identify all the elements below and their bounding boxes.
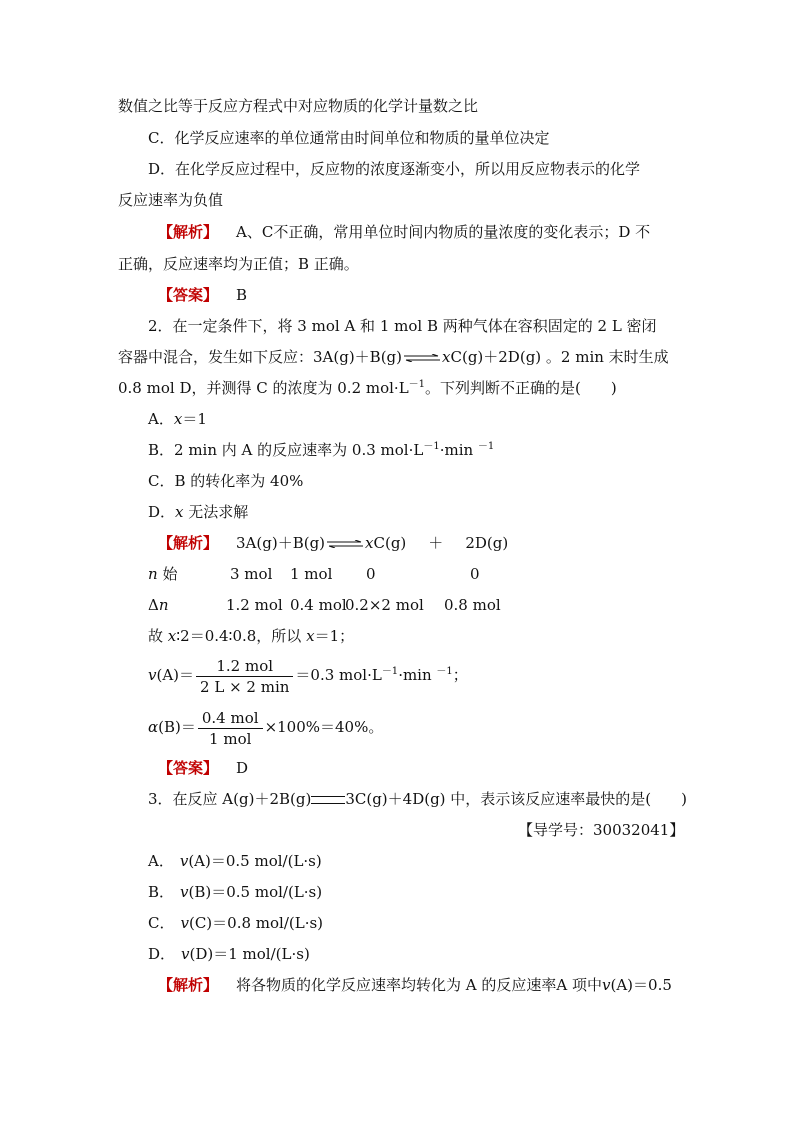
rate-formula: v(A)＝ $\frac{\text{1.2 mol}}{2 L \times 2 \min}$ ＝0.3 $mol\cdot L^{-1}\cdot\min$ $^{-1}$；	[148, 656, 468, 696]
table-cell: 0.4 mol	[290, 596, 347, 614]
option-a: A．x＝1	[148, 410, 207, 428]
ratio-line: 故 x∶2＝0.4∶0.8，所以 x＝1；	[148, 627, 355, 645]
table-cell: 1 mol	[290, 565, 333, 583]
table-row: Δn	[148, 596, 169, 614]
table-cell: 0.2×2 mol	[345, 596, 424, 614]
table-cell: 0	[470, 565, 480, 583]
table-cell: 1.2 mol	[226, 596, 283, 614]
analysis-line: 【解析】 将各物质的化学反应速率均转化为 A 的反应速率A 项中v(A)＝0.5	[158, 976, 672, 994]
analysis-tag: 【解析】	[158, 223, 219, 241]
answer-tag: 【答案】	[158, 286, 219, 304]
fraction: $\frac{\text{1.2 mol}}{2 L \times 2 \min}$	[196, 657, 293, 696]
answer-line: 【答案】 B	[158, 286, 248, 304]
table-cell: 0	[366, 565, 376, 583]
analysis-tag: 【解析】	[158, 976, 219, 994]
text-line: D．在化学反应过程中，反应物的浓度逐渐变小，所以用反应物表示的化学	[148, 160, 641, 178]
option-c: C．B 的转化率为 40%	[148, 472, 304, 490]
option-d: D． v(D)＝1 mol/(L·s)	[148, 945, 310, 963]
text-line: 反应速率为负值	[118, 191, 224, 209]
analysis-line: 【解析】 3A(g)＋B(g) xC(g) ＋ 2D(g)	[158, 534, 509, 552]
option-b: B． v(B)＝0.5 mol/(L·s)	[148, 883, 323, 901]
option-a: A． v(A)＝0.5 mol/(L·s)	[148, 852, 322, 870]
question-2-line: 容器中混合，发生如下反应：3A(g)＋B(g) xC(g)＋2D(g) 。2 min 末时生成	[118, 348, 669, 366]
answer-line: 【答案】 D	[158, 759, 249, 777]
text-line: 数值之比等于反应方程式中对应物质的化学计量数之比	[118, 97, 479, 115]
equals-sign-icon	[311, 796, 345, 804]
equilibrium-arrow-icon	[325, 540, 365, 548]
text-line: C．化学反应速率的单位通常由时间单位和物质的量单位决定	[148, 129, 550, 147]
equilibrium-arrow-icon	[402, 354, 442, 362]
analysis-tag: 【解析】	[158, 534, 219, 552]
analysis-line: 【解析】 A、C不正确，常用单位时间内物质的量浓度的变化表示；D 不	[158, 223, 651, 241]
fraction: $\frac{\text{0.4 mol}}{\text{1 mol}}$	[198, 709, 263, 748]
question-2-line: 2．在一定条件下，将 3 mol A 和 1 mol B 两种气体在容积固定的 2 L 密闭	[148, 317, 657, 335]
table-cell: 0.8 mol	[444, 596, 501, 614]
reference-number: 【导学号：30032041】	[518, 821, 685, 839]
table-row: n 始	[148, 565, 178, 583]
option-d: D．x 无法求解	[148, 503, 249, 521]
question-3-line: 3．在反应 A(g)＋2B(g) 3C(g)＋4D(g) 中，表示该反应速率最快的是( )	[148, 790, 688, 808]
conversion-formula: α(B)＝ $\frac{\text{0.4 mol}}{\text{1 mol}}$ ×100%＝40%。	[148, 708, 384, 748]
text-line: 正确，反应速率均为正值；B 正确。	[118, 255, 359, 273]
option-b: B．2 min 内 A 的反应速率为 0.3 $mol\cdot L^{-1}\cdot\min$ $^{-1}$	[148, 441, 495, 459]
answer-tag: 【答案】	[158, 759, 219, 777]
option-c: C． v(C)＝0.8 mol/(L·s)	[148, 914, 324, 932]
table-cell: 3 mol	[230, 565, 273, 583]
question-2-line: 0.8 mol D，并测得 C 的浓度为 0.2 $mol\cdot L^{-1}$。下列判断不正确的是( )	[118, 379, 617, 397]
